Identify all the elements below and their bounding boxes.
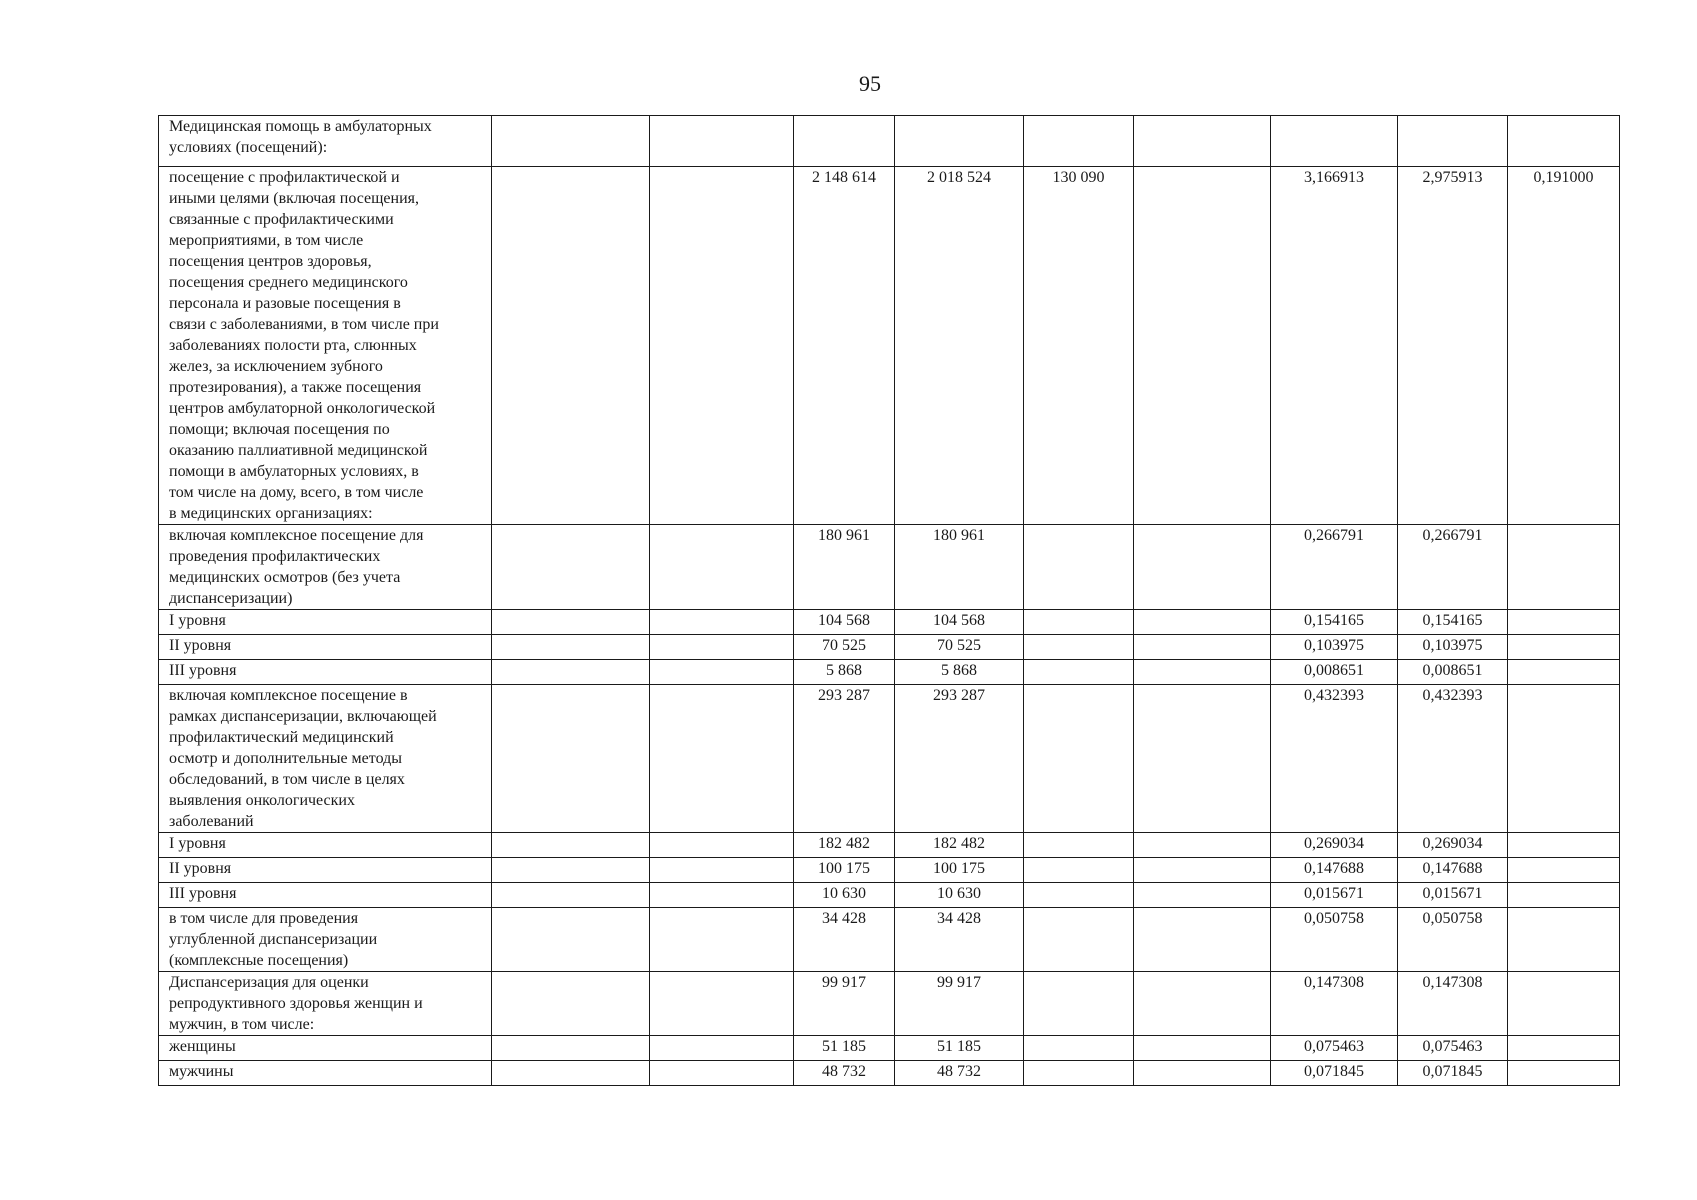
value-cell: 2,975913 — [1398, 167, 1508, 525]
table-row — [159, 858, 1620, 883]
value-cell: 0,432393 — [1271, 685, 1398, 833]
row-label-cell: I уровня — [159, 833, 492, 858]
empty-cell — [650, 635, 794, 660]
table-row — [159, 660, 1620, 685]
value-cell — [1508, 1036, 1620, 1061]
empty-cell — [650, 660, 794, 685]
value-cell — [1134, 167, 1271, 525]
value-cell: 0,008651 — [1398, 660, 1508, 685]
empty-cell — [492, 833, 650, 858]
row-label-cell: Медицинская помощь в амбулаторных условиях (посещений): — [159, 116, 492, 167]
value-cell: 2 148 614 — [794, 167, 895, 525]
table-row — [159, 972, 1620, 1036]
value-cell: 180 961 — [895, 525, 1024, 610]
value-cell: 34 428 — [794, 908, 895, 972]
value-cell: 48 732 — [794, 1061, 895, 1086]
value-cell — [1508, 858, 1620, 883]
empty-cell — [492, 635, 650, 660]
row-label-cell: женщины — [159, 1036, 492, 1061]
empty-cell — [492, 1036, 650, 1061]
row-label-cell: Диспансеризация для оценки репродуктивного здоровья женщин и мужчин, в том числе: — [159, 972, 492, 1036]
value-cell — [1508, 116, 1620, 167]
value-cell — [1134, 858, 1271, 883]
value-cell: 100 175 — [895, 858, 1024, 883]
value-cell: 99 917 — [794, 972, 895, 1036]
table-row — [159, 685, 1620, 833]
value-cell: 0,432393 — [1398, 685, 1508, 833]
value-cell — [1508, 972, 1620, 1036]
empty-cell — [650, 908, 794, 972]
table-row — [159, 1061, 1620, 1086]
value-cell — [1508, 908, 1620, 972]
value-cell — [1508, 525, 1620, 610]
value-cell: 0,071845 — [1271, 1061, 1398, 1086]
value-cell — [1134, 833, 1271, 858]
value-cell — [1024, 883, 1134, 908]
value-cell: 5 868 — [895, 660, 1024, 685]
value-cell: 0,147308 — [1398, 972, 1508, 1036]
value-cell — [1271, 116, 1398, 167]
empty-cell — [492, 167, 650, 525]
value-cell — [1024, 833, 1134, 858]
value-cell — [1508, 833, 1620, 858]
row-label-cell: посещение с профилактической и иными целями (включая посещения, связанные с профилактическими мероприятиями, в том числе посещения центров здоровья, посещения среднего медицинского персонала и разовые посещения в связи с заболеваниями, в том числе при заболеваниях полости рта, слюнных желез, за исключением зубного протезирования), а также посещения центров амбулаторной онкологической помощи; включая посещения по оказанию паллиативной медицинской помощи в амбулаторных условиях, в том числе на дому, всего, в том числе в медицинских организациях: — [159, 167, 492, 525]
empty-cell — [650, 833, 794, 858]
row-label-cell: II уровня — [159, 635, 492, 660]
value-cell: 182 482 — [895, 833, 1024, 858]
value-cell: 0,269034 — [1398, 833, 1508, 858]
value-cell: 0,266791 — [1271, 525, 1398, 610]
table-row — [159, 908, 1620, 972]
table-row — [159, 167, 1620, 525]
empty-cell — [492, 685, 650, 833]
value-cell: 2 018 524 — [895, 167, 1024, 525]
row-label-cell: включая комплексное посещение в рамках диспансеризации, включающей профилактический медицинский осмотр и дополнительные методы обследований, в том числе в целях выявления онкологических заболеваний — [159, 685, 492, 833]
value-cell: 130 090 — [1024, 167, 1134, 525]
empty-cell — [492, 908, 650, 972]
row-label-cell: II уровня — [159, 858, 492, 883]
value-cell — [1134, 685, 1271, 833]
value-cell — [1134, 908, 1271, 972]
value-cell: 182 482 — [794, 833, 895, 858]
value-cell: 180 961 — [794, 525, 895, 610]
row-label-cell: III уровня — [159, 660, 492, 685]
empty-cell — [650, 1036, 794, 1061]
table-row — [159, 610, 1620, 635]
value-cell: 0,154165 — [1271, 610, 1398, 635]
value-cell: 34 428 — [895, 908, 1024, 972]
empty-cell — [650, 685, 794, 833]
value-cell — [1024, 1061, 1134, 1086]
empty-cell — [492, 525, 650, 610]
empty-cell — [650, 883, 794, 908]
value-cell — [895, 116, 1024, 167]
empty-cell — [650, 858, 794, 883]
value-cell: 0,075463 — [1398, 1036, 1508, 1061]
value-cell: 70 525 — [794, 635, 895, 660]
value-cell: 3,166913 — [1271, 167, 1398, 525]
value-cell — [1134, 883, 1271, 908]
row-label-cell: III уровня — [159, 883, 492, 908]
page-number: 95 — [859, 71, 881, 96]
table-row — [159, 833, 1620, 858]
empty-cell — [492, 610, 650, 635]
value-cell — [1134, 660, 1271, 685]
value-cell: 10 630 — [895, 883, 1024, 908]
table-body — [159, 116, 1620, 1086]
value-cell — [1024, 525, 1134, 610]
row-label-cell: в том числе для проведения углубленной диспансеризации (комплексные посещения) — [159, 908, 492, 972]
value-cell: 0,015671 — [1271, 883, 1398, 908]
value-cell: 51 185 — [895, 1036, 1024, 1061]
value-cell: 0,071845 — [1398, 1061, 1508, 1086]
value-cell — [1024, 972, 1134, 1036]
table-row — [159, 116, 1620, 167]
value-cell: 0,147688 — [1398, 858, 1508, 883]
value-cell: 0,075463 — [1271, 1036, 1398, 1061]
value-cell — [1508, 610, 1620, 635]
value-cell: 100 175 — [794, 858, 895, 883]
value-cell — [1024, 1036, 1134, 1061]
empty-cell — [650, 972, 794, 1036]
value-cell — [1134, 610, 1271, 635]
value-cell — [1508, 685, 1620, 833]
empty-cell — [650, 610, 794, 635]
value-cell — [1134, 1061, 1271, 1086]
value-cell: 0,015671 — [1398, 883, 1508, 908]
value-cell — [1134, 1036, 1271, 1061]
value-cell: 51 185 — [794, 1036, 895, 1061]
table-row — [159, 1036, 1620, 1061]
value-cell — [1024, 660, 1134, 685]
row-label-cell: мужчины — [159, 1061, 492, 1086]
value-cell — [1134, 116, 1271, 167]
value-cell: 0,103975 — [1271, 635, 1398, 660]
row-label-cell: включая комплексное посещение для проведения профилактических медицинских осмотров (без учета диспансеризации) — [159, 525, 492, 610]
value-cell — [794, 116, 895, 167]
value-cell: 0,008651 — [1271, 660, 1398, 685]
value-cell — [1508, 1061, 1620, 1086]
table-row — [159, 635, 1620, 660]
value-cell — [1134, 525, 1271, 610]
value-cell — [1024, 635, 1134, 660]
value-cell: 0,191000 — [1508, 167, 1620, 525]
value-cell: 104 568 — [794, 610, 895, 635]
value-cell: 0,266791 — [1398, 525, 1508, 610]
empty-cell — [492, 972, 650, 1036]
value-cell: 0,147308 — [1271, 972, 1398, 1036]
value-cell: 70 525 — [895, 635, 1024, 660]
value-cell: 0,154165 — [1398, 610, 1508, 635]
empty-cell — [492, 116, 650, 167]
data-table — [158, 115, 1620, 1086]
value-cell: 0,103975 — [1398, 635, 1508, 660]
table-row — [159, 883, 1620, 908]
empty-cell — [650, 1061, 794, 1086]
empty-cell — [492, 1061, 650, 1086]
value-cell: 0,147688 — [1271, 858, 1398, 883]
empty-cell — [492, 858, 650, 883]
empty-cell — [650, 116, 794, 167]
value-cell: 293 287 — [794, 685, 895, 833]
row-label-cell: I уровня — [159, 610, 492, 635]
value-cell: 0,050758 — [1398, 908, 1508, 972]
empty-cell — [650, 525, 794, 610]
value-cell — [1134, 635, 1271, 660]
empty-cell — [650, 167, 794, 525]
value-cell — [1024, 858, 1134, 883]
value-cell: 99 917 — [895, 972, 1024, 1036]
value-cell — [1508, 660, 1620, 685]
empty-cell — [492, 883, 650, 908]
value-cell — [1024, 610, 1134, 635]
value-cell: 10 630 — [794, 883, 895, 908]
table-row — [159, 525, 1620, 610]
value-cell: 0,269034 — [1271, 833, 1398, 858]
value-cell: 104 568 — [895, 610, 1024, 635]
value-cell — [1508, 883, 1620, 908]
value-cell — [1024, 908, 1134, 972]
value-cell — [1508, 635, 1620, 660]
value-cell: 5 868 — [794, 660, 895, 685]
value-cell — [1398, 116, 1508, 167]
value-cell — [1024, 116, 1134, 167]
value-cell: 293 287 — [895, 685, 1024, 833]
value-cell: 48 732 — [895, 1061, 1024, 1086]
empty-cell — [492, 660, 650, 685]
value-cell: 0,050758 — [1271, 908, 1398, 972]
value-cell — [1134, 972, 1271, 1036]
value-cell — [1024, 685, 1134, 833]
